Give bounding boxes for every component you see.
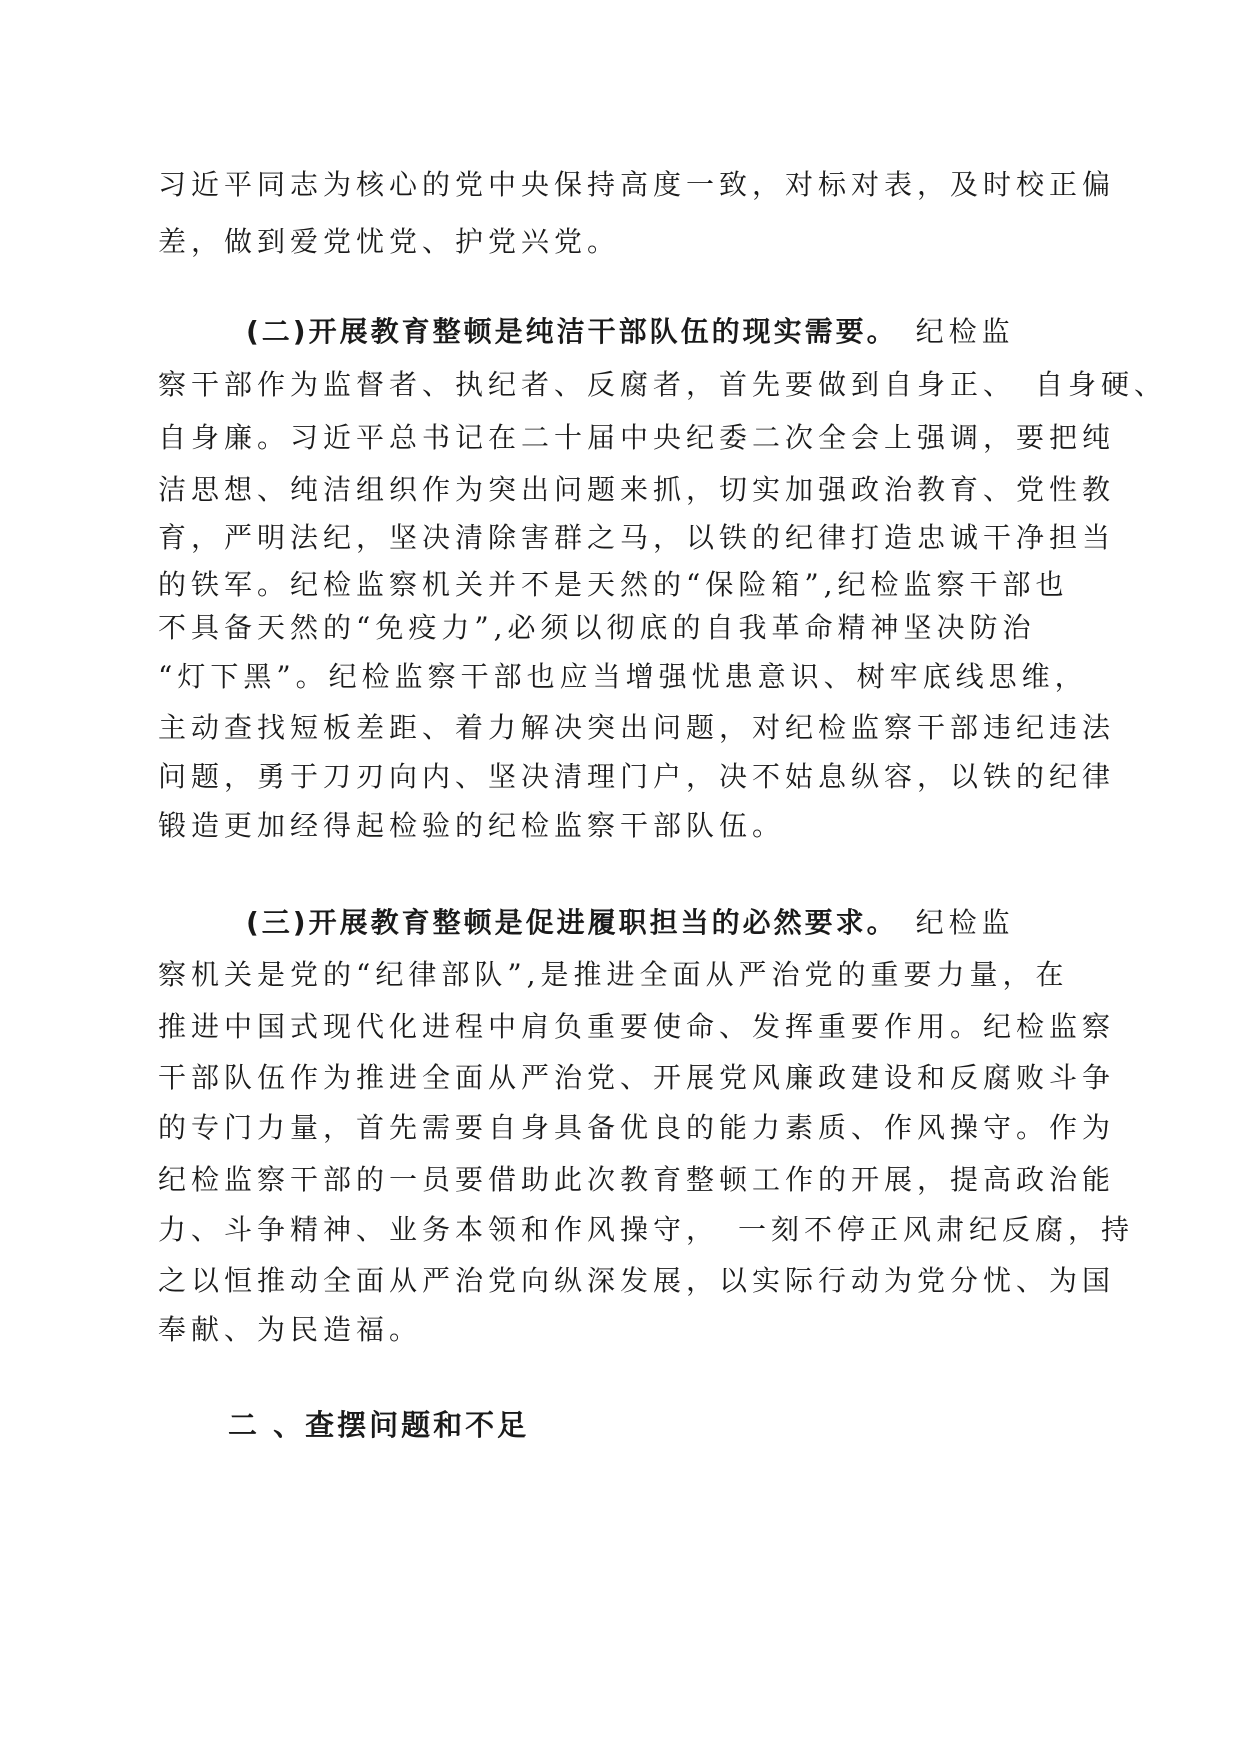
paragraph-line: 奉献、为民造福。 — [158, 1313, 423, 1346]
paragraph-line: 差，做到爱党忧党、护党兴党。 — [158, 225, 621, 258]
section-heading-2: 二 、查摆问题和不足 — [228, 1408, 530, 1442]
paragraph-line: 干部队伍作为推进全面从严治党、开展党风廉政建设和反腐败斗争 — [158, 1061, 1116, 1094]
section-title-text: (二)开展教育整顿是纯洁干部队伍的现实需要。 — [246, 315, 898, 348]
paragraph-line: 察干部作为监督者、执纪者、反腐者，首先要做到自身正、 自身硬、 — [158, 368, 1168, 401]
paragraph-line: 不具备天然的“免疫力”,必须以彻底的自我革命精神坚决防治 — [158, 611, 1036, 644]
section-title-text: (三)开展教育整顿是促进履职担当的必然要求。 — [246, 906, 898, 939]
paragraph-line: 自身廉。习近平总书记在二十届中央纪委二次全会上强调，要把纯 — [158, 421, 1116, 454]
paragraph-line: 的铁军。纪检监察机关并不是天然的“保险箱”,纪检监察干部也 — [158, 568, 1069, 601]
paragraph-line: 问题，勇于刀刃向内、坚决清理门户，决不姑息纵容，以铁的纪律 — [158, 760, 1116, 793]
paragraph-line: 之以恒推动全面从严治党向纵深发展，以实际行动为党分忧、为国 — [158, 1264, 1116, 1297]
section-title-3 — [246, 903, 1015, 943]
section-title-2 — [246, 312, 1015, 352]
paragraph-line: 锻造更加经得起检验的纪检监察干部队伍。 — [158, 809, 786, 842]
paragraph-line: 纪检监察干部的一员要借助此次教育整顿工作的开展，提高政治能 — [158, 1163, 1116, 1196]
section-first-line-rest: 纪检监 — [915, 315, 1015, 348]
paragraph-line: “灯下黑”。纪检监察干部也应当增强忧患意识、树牢底线思维， — [158, 660, 1088, 693]
paragraph-line: 主动查找短板差距、着力解决突出问题，对纪检监察干部违纪违法 — [158, 711, 1116, 744]
section-first-line-rest: 纪检监 — [915, 906, 1015, 939]
paragraph-line: 洁思想、纯洁组织作为突出问题来抓，切实加强政治教育、党性教 — [158, 473, 1116, 506]
paragraph-line: 力、斗争精神、业务本领和作风操守， 一刻不停正风肃纪反腐，持 — [158, 1213, 1135, 1246]
paragraph-line: 习近平同志为核心的党中央保持高度一致，对标对表，及时校正偏 — [158, 168, 1116, 201]
paragraph-line: 的专门力量，首先需要自身具备优良的能力素质、作风操守。作为 — [158, 1111, 1116, 1144]
paragraph-line: 推进中国式现代化进程中肩负重要使命、发挥重要作用。纪检监察 — [158, 1010, 1116, 1043]
paragraph-line: 育，严明法纪，坚决清除害群之马，以铁的纪律打造忠诚干净担当 — [158, 521, 1116, 554]
paragraph-line: 察机关是党的“纪律部队”,是推进全面从严治党的重要力量，在 — [158, 958, 1069, 991]
